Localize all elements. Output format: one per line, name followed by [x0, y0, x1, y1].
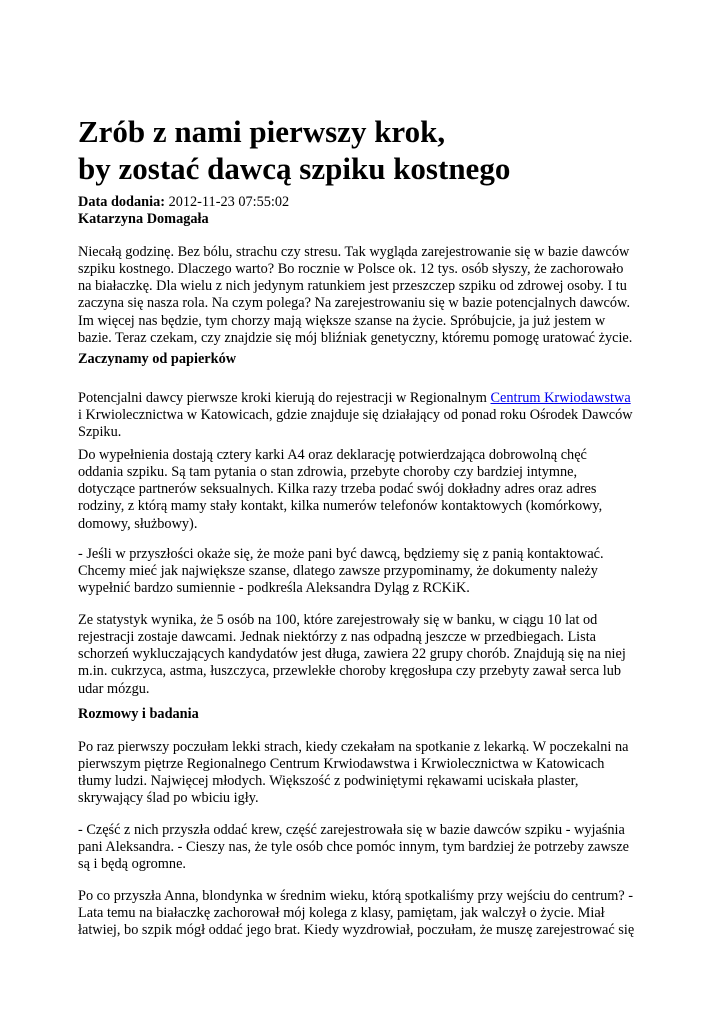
- text-line: pani Aleksandra. - Cieszy nas, że tyle osób chce pomóc innym, tym bardziej że potrzeby zawsze: [78, 839, 630, 856]
- text-line: pierwszym piętrze Regionalnego Centrum Krwiodawstwa i Krwiolecznictwa w Katowicach: [78, 756, 605, 773]
- text-line: m.in. cukrzyca, astma, łuszczyca, przewlekłe choroby kręgosłupa czy przebyty zawał serca lub: [78, 663, 622, 680]
- text-line: udar mózgu.: [78, 680, 150, 697]
- text-line: Szpiku.: [78, 424, 122, 441]
- text-line: domowy, służbowy).: [78, 515, 198, 532]
- paragraph-4: [78, 546, 650, 597]
- text-line: Po raz pierwszy poczułam lekki strach, kiedy czekałam na spotkanie z lekarką. W poczekalni na: [78, 739, 629, 755]
- section-heading: Rozmowy i badania: [78, 706, 199, 722]
- date-label: Data dodania:: [78, 194, 165, 210]
- text-line: na białaczkę. Dla wielu z nich jedynym ratunkiem jest przeszczep szpiku od zdrowej osoby. I tu: [78, 278, 627, 295]
- article-title: [78, 113, 678, 187]
- text-line: Im więcej nas będzie, tym chorzy mają większe szanse na życie. Spróbujcie, ja już jestem w: [78, 312, 606, 329]
- text-line: rejestracji zostaje dawcami. Jednak niektórzy z nas odpadną jeszcze w przedbiegach. Lista: [78, 629, 597, 646]
- text-line: i Krwiolecznictwa w Katowicach, gdzie znajduje się działający od ponad roku Ośrodek Dawców: [78, 407, 633, 424]
- text-line: Po co przyszła Anna, blondynka w średnim wieku, którą spotkaliśmy przy wejściu do centrum? -: [78, 888, 634, 904]
- text-line: są i będą ogromne.: [78, 856, 186, 873]
- paragraph-7: [78, 822, 650, 873]
- text-line: [78, 390, 650, 407]
- text-line: wypełnić bardzo sumiennie - podkreśla Aleksandra Dyląg z RCKiK.: [78, 580, 470, 597]
- text-line: - Jeśli w przyszłości okaże się, że może pani być dawcą, będziemy się z panią kontaktować.: [78, 546, 604, 562]
- paragraph-1: [78, 244, 650, 347]
- paragraph-2: [78, 390, 650, 441]
- paragraph-6: [78, 739, 650, 808]
- paragraph-5: [78, 612, 650, 698]
- title-line-2: by zostać dawcą szpiku kostnego: [78, 151, 511, 186]
- text-line: Niecałą godzinę. Bez bólu, strachu czy stresu. Tak wygląda zarejestrowanie się w bazie dawców: [78, 244, 630, 260]
- date-value: 2012-11-23 07:55:02: [168, 194, 290, 210]
- text-fragment: Potencjalni dawcy pierwsze kroki kierują do rejestracji w Regionalnym: [78, 390, 491, 406]
- text-line: oddania szpiku. Są tam pytania o stan zdrowia, przebyte choroby czy bardziej intymne,: [78, 464, 578, 481]
- text-line: Chcemy mieć jak największe szanse, dlatego zawsze przypominamy, że dokumenty należy: [78, 563, 598, 580]
- author-name: Katarzyna Domagała: [78, 211, 209, 227]
- paragraph-3: [78, 447, 650, 533]
- text-line: Lata temu na białaczkę zachorował mój kolega z klasy, pamiętam, jak walczył o życie. Miał: [78, 905, 605, 922]
- text-line: dotyczące partnerów seksualnych. Kilka razy trzeba podać swój dokładny adres oraz adres: [78, 481, 597, 498]
- text-line: rodziny, z którą mamy stały kontakt, kilka numerów telefonów kontaktowych (komórkowy,: [78, 498, 603, 515]
- text-line: bazie. Teraz czekam, czy znajdzie się mój bliźniak genetyczny, któremu pomogę uratować życie.: [78, 329, 633, 346]
- text-line: Do wypełnienia dostają cztery karki A4 oraz deklarację potwierdzająca dobrowolną chęć: [78, 447, 587, 463]
- section-heading: Zaczynamy od papierków: [78, 351, 237, 367]
- text-line: Ze statystyk wynika, że 5 osób na 100, które zarejestrowały się w banku, w ciągu 10 lat od: [78, 612, 598, 628]
- text-line: skrywający ślad po wbiciu igły.: [78, 790, 259, 807]
- text-line: - Część z nich przyszła oddać krew, część zarejestrowała się w bazie dawców szpiku - wyjaśnia: [78, 822, 625, 838]
- text-line: szpiku kostnego. Dlaczego warto? Bo rocznie w Polsce ok. 12 tys. osób słyszy, że zachorowało: [78, 261, 624, 278]
- centrum-krwiodawstwa-link[interactable]: Centrum Krwiodawstwa: [490, 390, 631, 406]
- title-line-1: Zrób z nami pierwszy krok,: [78, 114, 446, 149]
- text-line: tłumy ludzi. Najwięcej młodych. Większość z podwiniętymi rękawami uciskała plaster,: [78, 773, 579, 790]
- text-line: zaczyna się nasza rola. Na czym polega? Na zarejestrowaniu się w bazie potencjalnych dawców.: [78, 295, 631, 312]
- text-line: łatwiej, bo szpik mógł oddać jego brat. Kiedy wyzdrowiał, poczułam, że muszę zarejestrować się: [78, 922, 635, 939]
- date-added: [78, 194, 289, 211]
- text-line: schorzeń wykluczających kandydatów jest długa, zawiera 22 grupy chorób. Znajdują się na niej: [78, 646, 626, 663]
- paragraph-8: [78, 888, 650, 939]
